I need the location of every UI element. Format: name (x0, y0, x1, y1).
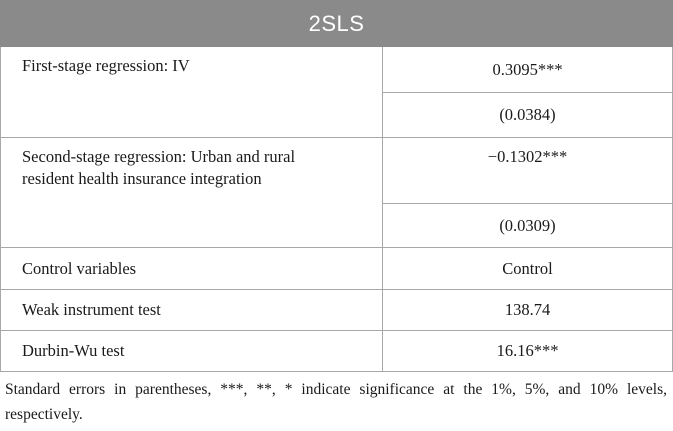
row-value-second-stage: −0.1302*** (383, 138, 673, 204)
row-value-first-stage: 0.3095*** (383, 47, 673, 93)
row-label-control-variables: Control variables (1, 248, 383, 290)
table-row (1, 290, 673, 331)
row-value-weak-instrument: 138.74 (383, 290, 673, 331)
row-label-second-stage: Second-stage regression: Urban and rural resident health insurance integration (1, 138, 383, 248)
table-row (1, 138, 673, 204)
row-label-durbin-wu: Durbin-Wu test (1, 331, 383, 372)
row-value-durbin-wu: 16.16*** (383, 331, 673, 372)
row-label-first-stage: First-stage regression: IV (1, 47, 383, 138)
row-se-second-stage: (0.0309) (383, 204, 673, 248)
table-header: 2SLS (1, 1, 673, 47)
table-row (1, 248, 673, 290)
table-row (1, 47, 673, 93)
row-label-weak-instrument: Weak instrument test (1, 290, 383, 331)
row-se-first-stage: (0.0384) (383, 93, 673, 138)
table-row (1, 331, 673, 372)
table-header-row (1, 1, 673, 47)
row-value-control-variables: Control (383, 248, 673, 290)
table-footnote: Standard errors in parentheses, ***, **, * indicate significance at the 1%, 5%, and 10% levels, respectively. (5, 381, 667, 423)
